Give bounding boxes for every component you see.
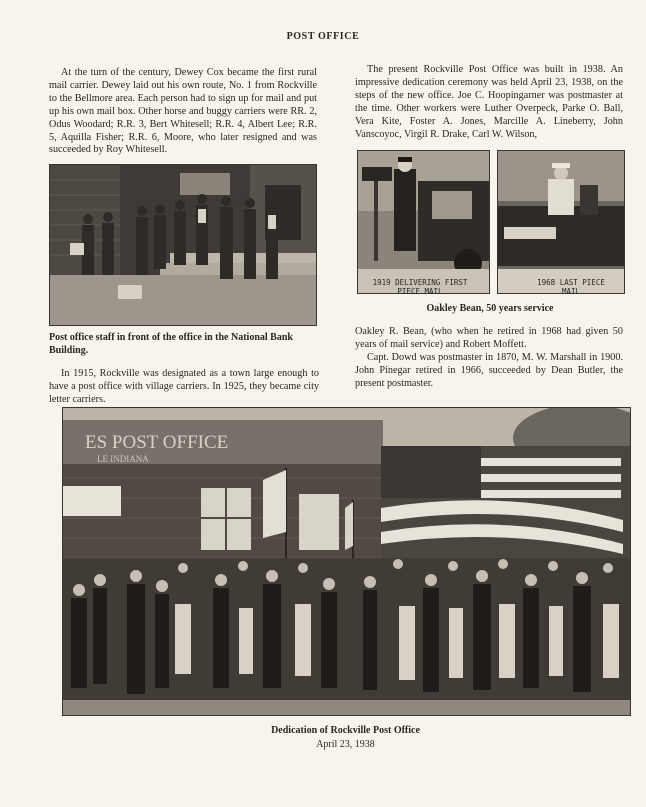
post-office-staff-image <box>50 165 316 325</box>
village-carriers-text: In 1915, Rockville was designated as a town large enough to have a post office with village carriers. In 1925, they became city letter carriers. <box>49 368 319 405</box>
postmasters-paragraph <box>355 352 623 391</box>
rural-carriers-text: At the turn of the century, Dewey Cox became the first rural mail carrier. Dewey laid out his own route, No. 1 from Rockville to the Bellmore area. Each person had to sign up for mail and put up his own mail box. Other horse and buggy carriers were RR. 2, Odus Woodard; R.R. 3, Bert Whitesell; R.R. 4, Albert Lee; R.R. 5, Aquilla Fisher; R.R. 6, Moore, who later resigned and was succeeded by Roy Whitesell. <box>49 67 317 156</box>
dedication-caption-date: April 23, 1938 <box>316 739 375 750</box>
photo-label-1968: 1968 LAST PIECE MAIL <box>537 278 605 296</box>
post-office-staff-photo <box>49 164 317 326</box>
oakley-bean-paragraph: Oakley R. Bean, (who when he retired in 1968 had given 50 years of mail service) and Robert Moffett. <box>355 326 623 350</box>
dedication-caption-title: Dedication of Rockville Post Office <box>271 725 420 736</box>
oakley-bean-1919-photo <box>357 150 490 294</box>
building-sign-text: ES POST OFFICE <box>85 432 229 453</box>
oakley-bean-1968-photo <box>497 150 625 294</box>
staff-photo-caption: Post office staff in front of the office in the National Bank Building. <box>49 332 293 356</box>
oakley-bean-1919-image <box>358 151 489 293</box>
dedication-image <box>63 408 630 715</box>
rural-carriers-paragraph <box>49 67 317 157</box>
new-post-office-paragraph <box>355 64 623 141</box>
photo-label-1919: 1919 DELIVERING FIRST PIECE MAIL <box>372 278 468 296</box>
dedication-photo <box>62 407 631 716</box>
oakley-bean-1968-image <box>498 151 624 293</box>
village-carriers-paragraph <box>49 368 319 407</box>
building-sign-subtext: LE INDIANA <box>97 454 149 464</box>
postmasters-text: Capt. Dowd was postmaster in 1870, M. W. Marshall in 1900. John Pinegar retired in 1966, succeeded by Dean Butler, the present postmaster. <box>355 352 623 389</box>
oakley-bean-caption: Oakley Bean, 50 years service <box>426 303 554 314</box>
new-post-office-text: The present Rockville Post Office was built in 1938. An impressive dedication ceremony was held April 23, 1938, on the steps of the new office. Joe C. Hoopingarner was postmaster at the time. Other workers were Luther Overpeck, Parke O. Ball, Vera Kite, Foster A. Jones, Marcille A. Lineberry, John Vanscoyoc, Virgil R. Drake, Carl W. Wilson, <box>355 64 623 140</box>
page-title: POST OFFICE <box>286 31 360 42</box>
